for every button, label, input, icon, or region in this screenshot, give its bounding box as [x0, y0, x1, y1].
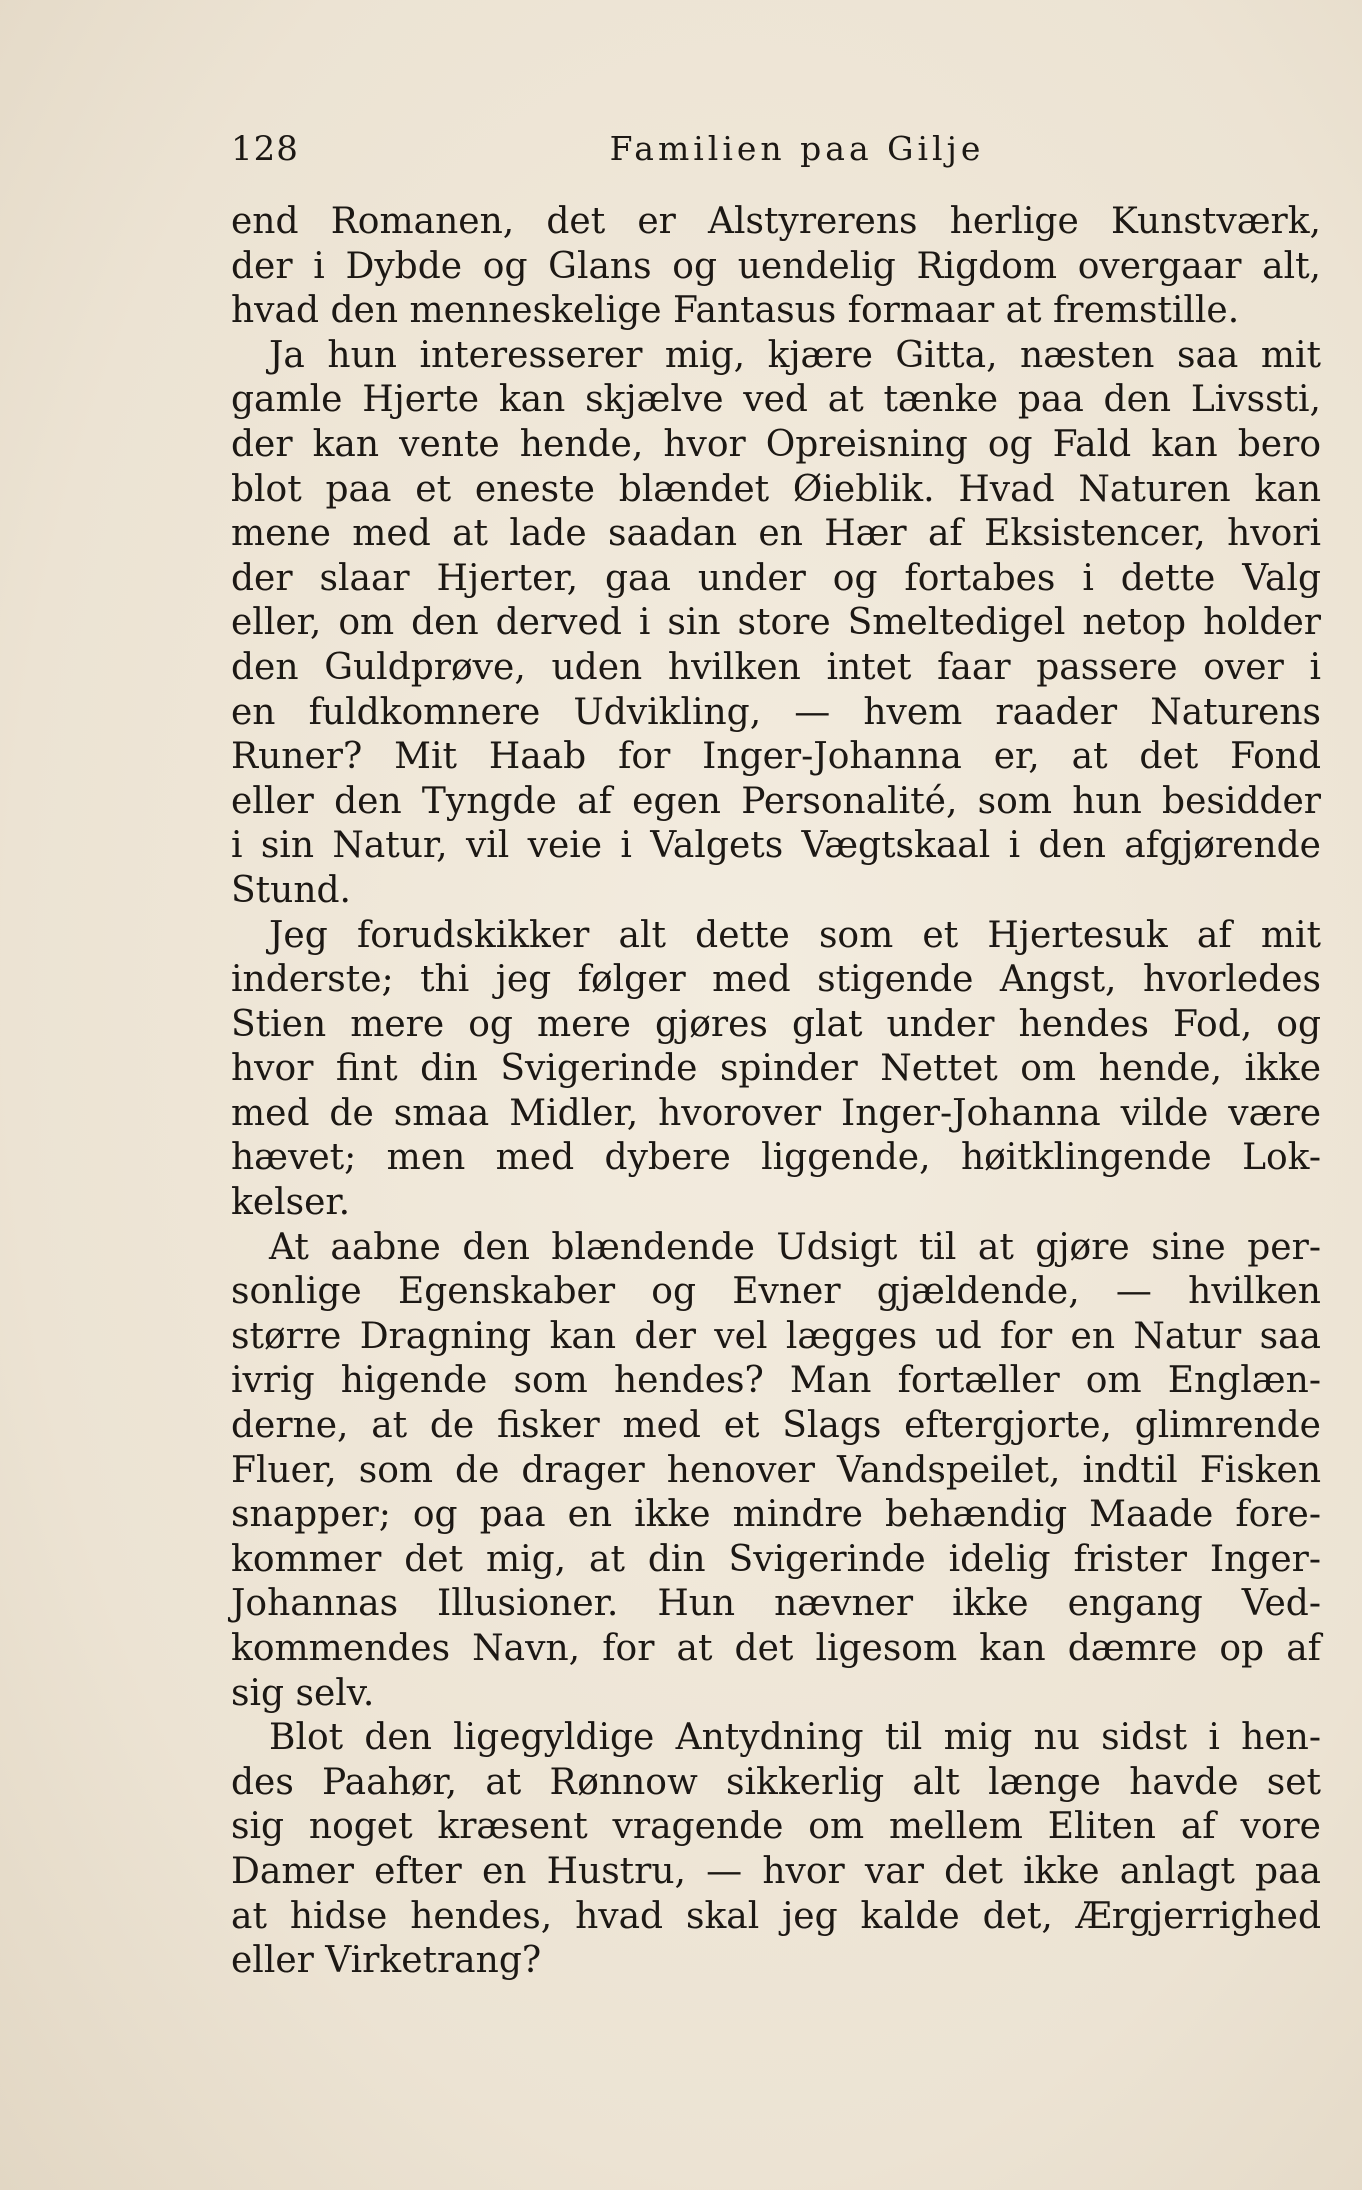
text-line: eller den Tyngde af egen Personalité, som hun besidder [231, 780, 1321, 822]
text-line: sig noget kræsent vragende om mellem Eliten af vore [231, 1806, 1321, 1848]
page-number: 128 [231, 129, 299, 169]
text-line: hvor fint din Svigerinde spinder Nettet om hende, ikke [231, 1048, 1321, 1090]
text-line: Jeg forudskikker alt dette som et Hjertesuk af mit [269, 914, 1321, 956]
text-line: des Paahør, at Rønnow sikkerlig alt længe havde set [231, 1761, 1321, 1803]
text-line: Johannas Illusioner. Hun nævner ikke engang Ved- [231, 1583, 1321, 1625]
text-line: snapper; og paa en ikke mindre behændig Maade fore- [231, 1494, 1321, 1536]
text-line: ivrig higende som hendes? Man fortæller om Englæn- [231, 1360, 1321, 1402]
text-line: med de smaa Midler, hvorover Inger-Johanna vilde være [231, 1092, 1321, 1134]
text-line: derne, at de fisker med et Slags eftergjorte, glimrende [231, 1405, 1321, 1447]
body-text [231, 200, 1321, 1984]
text-line: inderste; thi jeg følger med stigende Angst, hvorledes [231, 959, 1321, 1001]
text-line: sonlige Egenskaber og Evner gjældende, — hvilken [231, 1271, 1321, 1313]
text-line: hvad den menneskelige Fantasus formaar at fremstille. [231, 290, 1240, 332]
text-line: Ja hun interesserer mig, kjære Gitta, næsten saa mit [269, 334, 1321, 376]
text-line: der slaar Hjerter, gaa under og fortabes i dette Valg [231, 557, 1321, 599]
text-line: eller, om den derved i sin store Smeltedigel netop holder [231, 602, 1321, 644]
text-line: i sin Natur, vil veie i Valgets Vægtskaal i den afgjørende [231, 825, 1321, 867]
text-line: Fluer, som de drager henover Vandspeilet, indtil Fisken [231, 1449, 1321, 1491]
text-line: at hidse hendes, hvad skal jeg kalde det, Ærgjerrighed [231, 1895, 1321, 1937]
text-line: hævet; men med dybere liggende, høitklingende Lok- [231, 1137, 1321, 1179]
text-line: større Dragning kan der vel lægges ud for en Natur saa [231, 1315, 1321, 1357]
text-line: der kan vente hende, hvor Opreisning og Fald kan bero [231, 423, 1321, 465]
text-line: blot paa et eneste blændet Øieblik. Hvad Naturen kan [231, 468, 1321, 510]
text-line: Blot den ligegyldige Antydning til mig nu sidst i hen- [269, 1717, 1321, 1759]
text-line: Damer efter en Hustru, — hvor var det ikke anlagt paa [231, 1850, 1321, 1892]
text-line: gamle Hjerte kan skjælve ved at tænke paa den Livssti, [231, 379, 1321, 421]
text-line: Stund. [231, 869, 351, 911]
text-line: kommer det mig, at din Svigerinde idelig frister Inger- [231, 1538, 1321, 1580]
text-line: en fuldkomnere Udvikling, — hvem raader Naturens [231, 691, 1321, 733]
text-line: At aabne den blændende Udsigt til at gjøre sine per- [269, 1226, 1321, 1268]
text-line: end Romanen, det er Alstyrerens herlige Kunstværk, [231, 201, 1321, 242]
text-line: eller Virketrang? [231, 1940, 542, 1982]
text-line: Stien mere og mere gjøres glat under hendes Fod, og [231, 1003, 1321, 1045]
text-line: kommendes Navn, for at det ligesom kan dæmre op af [231, 1628, 1321, 1669]
text-line: sig selv. [231, 1672, 375, 1714]
text-line: den Guldprøve, uden hvilken intet faar passere over i [231, 646, 1321, 688]
text-line: mene med at lade saadan en Hær af Eksistencer, hvori [231, 513, 1321, 555]
text-line: Runer? Mit Haab for Inger-Johanna er, at det Fond [231, 736, 1321, 778]
running-title: Familien paa Gilje [609, 129, 985, 168]
text-line: kelser. [231, 1182, 351, 1224]
page-header [231, 124, 1323, 174]
text-line: der i Dybde og Glans og uendelig Rigdom overgaar alt, [231, 245, 1321, 287]
